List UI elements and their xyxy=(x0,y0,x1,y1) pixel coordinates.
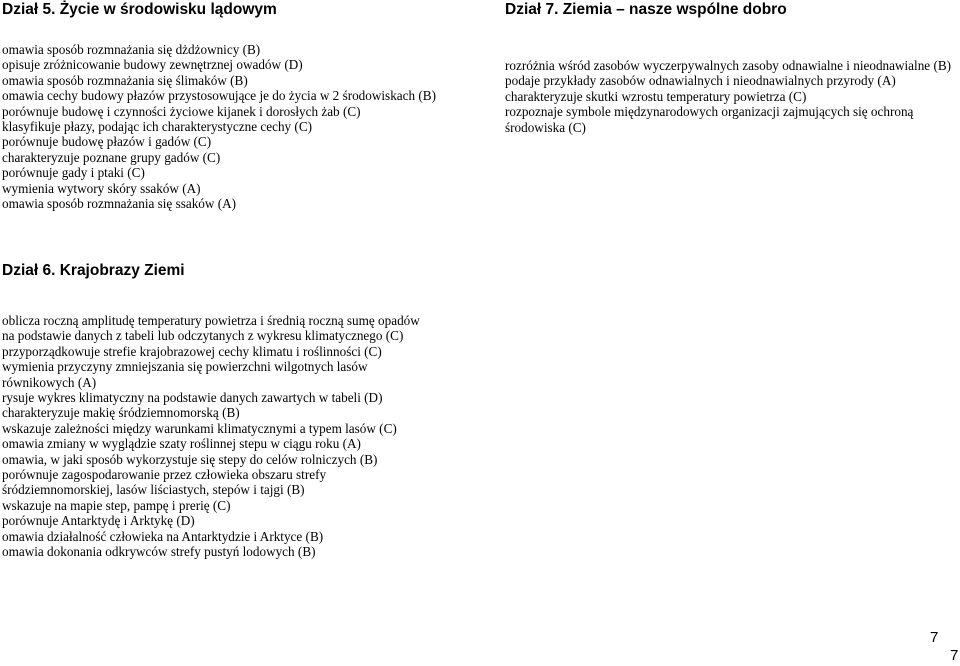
list-item: wskazuje zależności między warunkami klimatycznymi a typem lasów (C) xyxy=(2,420,397,436)
section-7-list xyxy=(505,58,955,135)
list-item: porównuje gady i ptaki (C) xyxy=(2,165,145,181)
list-item: omawia dokonania odkrywców strefy pustyń lodowych (B) xyxy=(2,544,316,560)
list-item: rozpoznaje symbole międzynarodowych organizacji zajmujących się ochroną środowiska (C) xyxy=(505,104,914,135)
list-item: wymienia przyczyny zmniejszania się powierzchni wilgotnych lasów xyxy=(2,359,368,375)
list-item: charakteryzuje makię śródziemnomorską (B) xyxy=(2,405,240,421)
page-number-corner: 7 xyxy=(950,647,959,664)
list-item: porównuje budowę płazów i gadów (C) xyxy=(2,134,212,150)
section-6-heading: Dział 6. Krajobrazy Ziemi xyxy=(2,262,185,279)
list-item: porównuje zagospodarowanie przez człowieka obszaru strefy xyxy=(2,467,327,483)
list-item: charakteryzuje skutki wzrostu temperatury powietrza (C) xyxy=(505,88,807,104)
list-item: śródziemnomorskiej, lasów liściastych, stepów i tajgi (B) xyxy=(2,482,305,498)
list-item: rozróżnia wśród zasobów wyczerpywalnych zasoby odnawialne i nieodnawialne (B) xyxy=(505,58,952,73)
section-5-list xyxy=(2,42,482,211)
list-item: podaje przykłady zasobów odnawialnych i nieodnawialnych przyrody (A) xyxy=(505,73,896,89)
list-item: porównuje budowę i czynności życiowe kijanek i dorosłych żab (C) xyxy=(2,103,361,119)
list-item: równikowych (A) xyxy=(2,374,97,390)
list-item: opisuje zróżnicowanie budowy zewnętrznej owadów (D) xyxy=(2,57,303,73)
list-item: oblicza roczną amplitudę temperatury powietrza i średnią roczną sumę opadów xyxy=(2,313,420,328)
list-item: porównuje Antarktydę i Arktykę (D) xyxy=(2,513,195,529)
section-5-heading: Dział 5. Życie w środowisku lądowym xyxy=(2,1,277,18)
list-item: charakteryzuje poznane grupy gadów (C) xyxy=(2,149,221,165)
section-7-heading: Dział 7. Ziemia – nasze wspólne dobro xyxy=(505,1,787,18)
list-item: omawia działalność człowieka na Antarktydzie i Arktyce (B) xyxy=(2,528,324,544)
list-item: omawia zmiany w wyglądzie szaty roślinnej stepu w ciągu roku (A) xyxy=(2,436,361,452)
page-number: 7 xyxy=(930,629,939,646)
list-item: rysuje wykres klimatyczny na podstawie danych zawartych w tabeli (D) xyxy=(2,390,383,406)
list-item: na podstawie danych z tabeli lub odczytanych z wykresu klimatycznego (C) xyxy=(2,328,404,344)
list-item: omawia, w jaki sposób wykorzystuje się stepy do celów rolniczych (B) xyxy=(2,451,378,467)
list-item: omawia cechy budowy płazów przystosowujące je do życia w 2 środowiskach (B) xyxy=(2,88,436,104)
list-item: przyporządkowuje strefie krajobrazowej cechy klimatu i roślinności (C) xyxy=(2,343,382,359)
list-item: omawia sposób rozmnażania się dżdżownicy (B) xyxy=(2,42,261,57)
list-item: wymienia wytwory skóry ssaków (A) xyxy=(2,180,201,196)
section-6-list xyxy=(2,313,462,560)
list-item: omawia sposób rozmnażania się ssaków (A) xyxy=(2,196,237,212)
list-item: wskazuje na mapie step, pampę i prerię (C) xyxy=(2,497,231,513)
list-item: omawia sposób rozmnażania się ślimaków (B) xyxy=(2,72,248,88)
list-item: klasyfikuje płazy, podając ich charakterystyczne cechy (C) xyxy=(2,119,313,135)
